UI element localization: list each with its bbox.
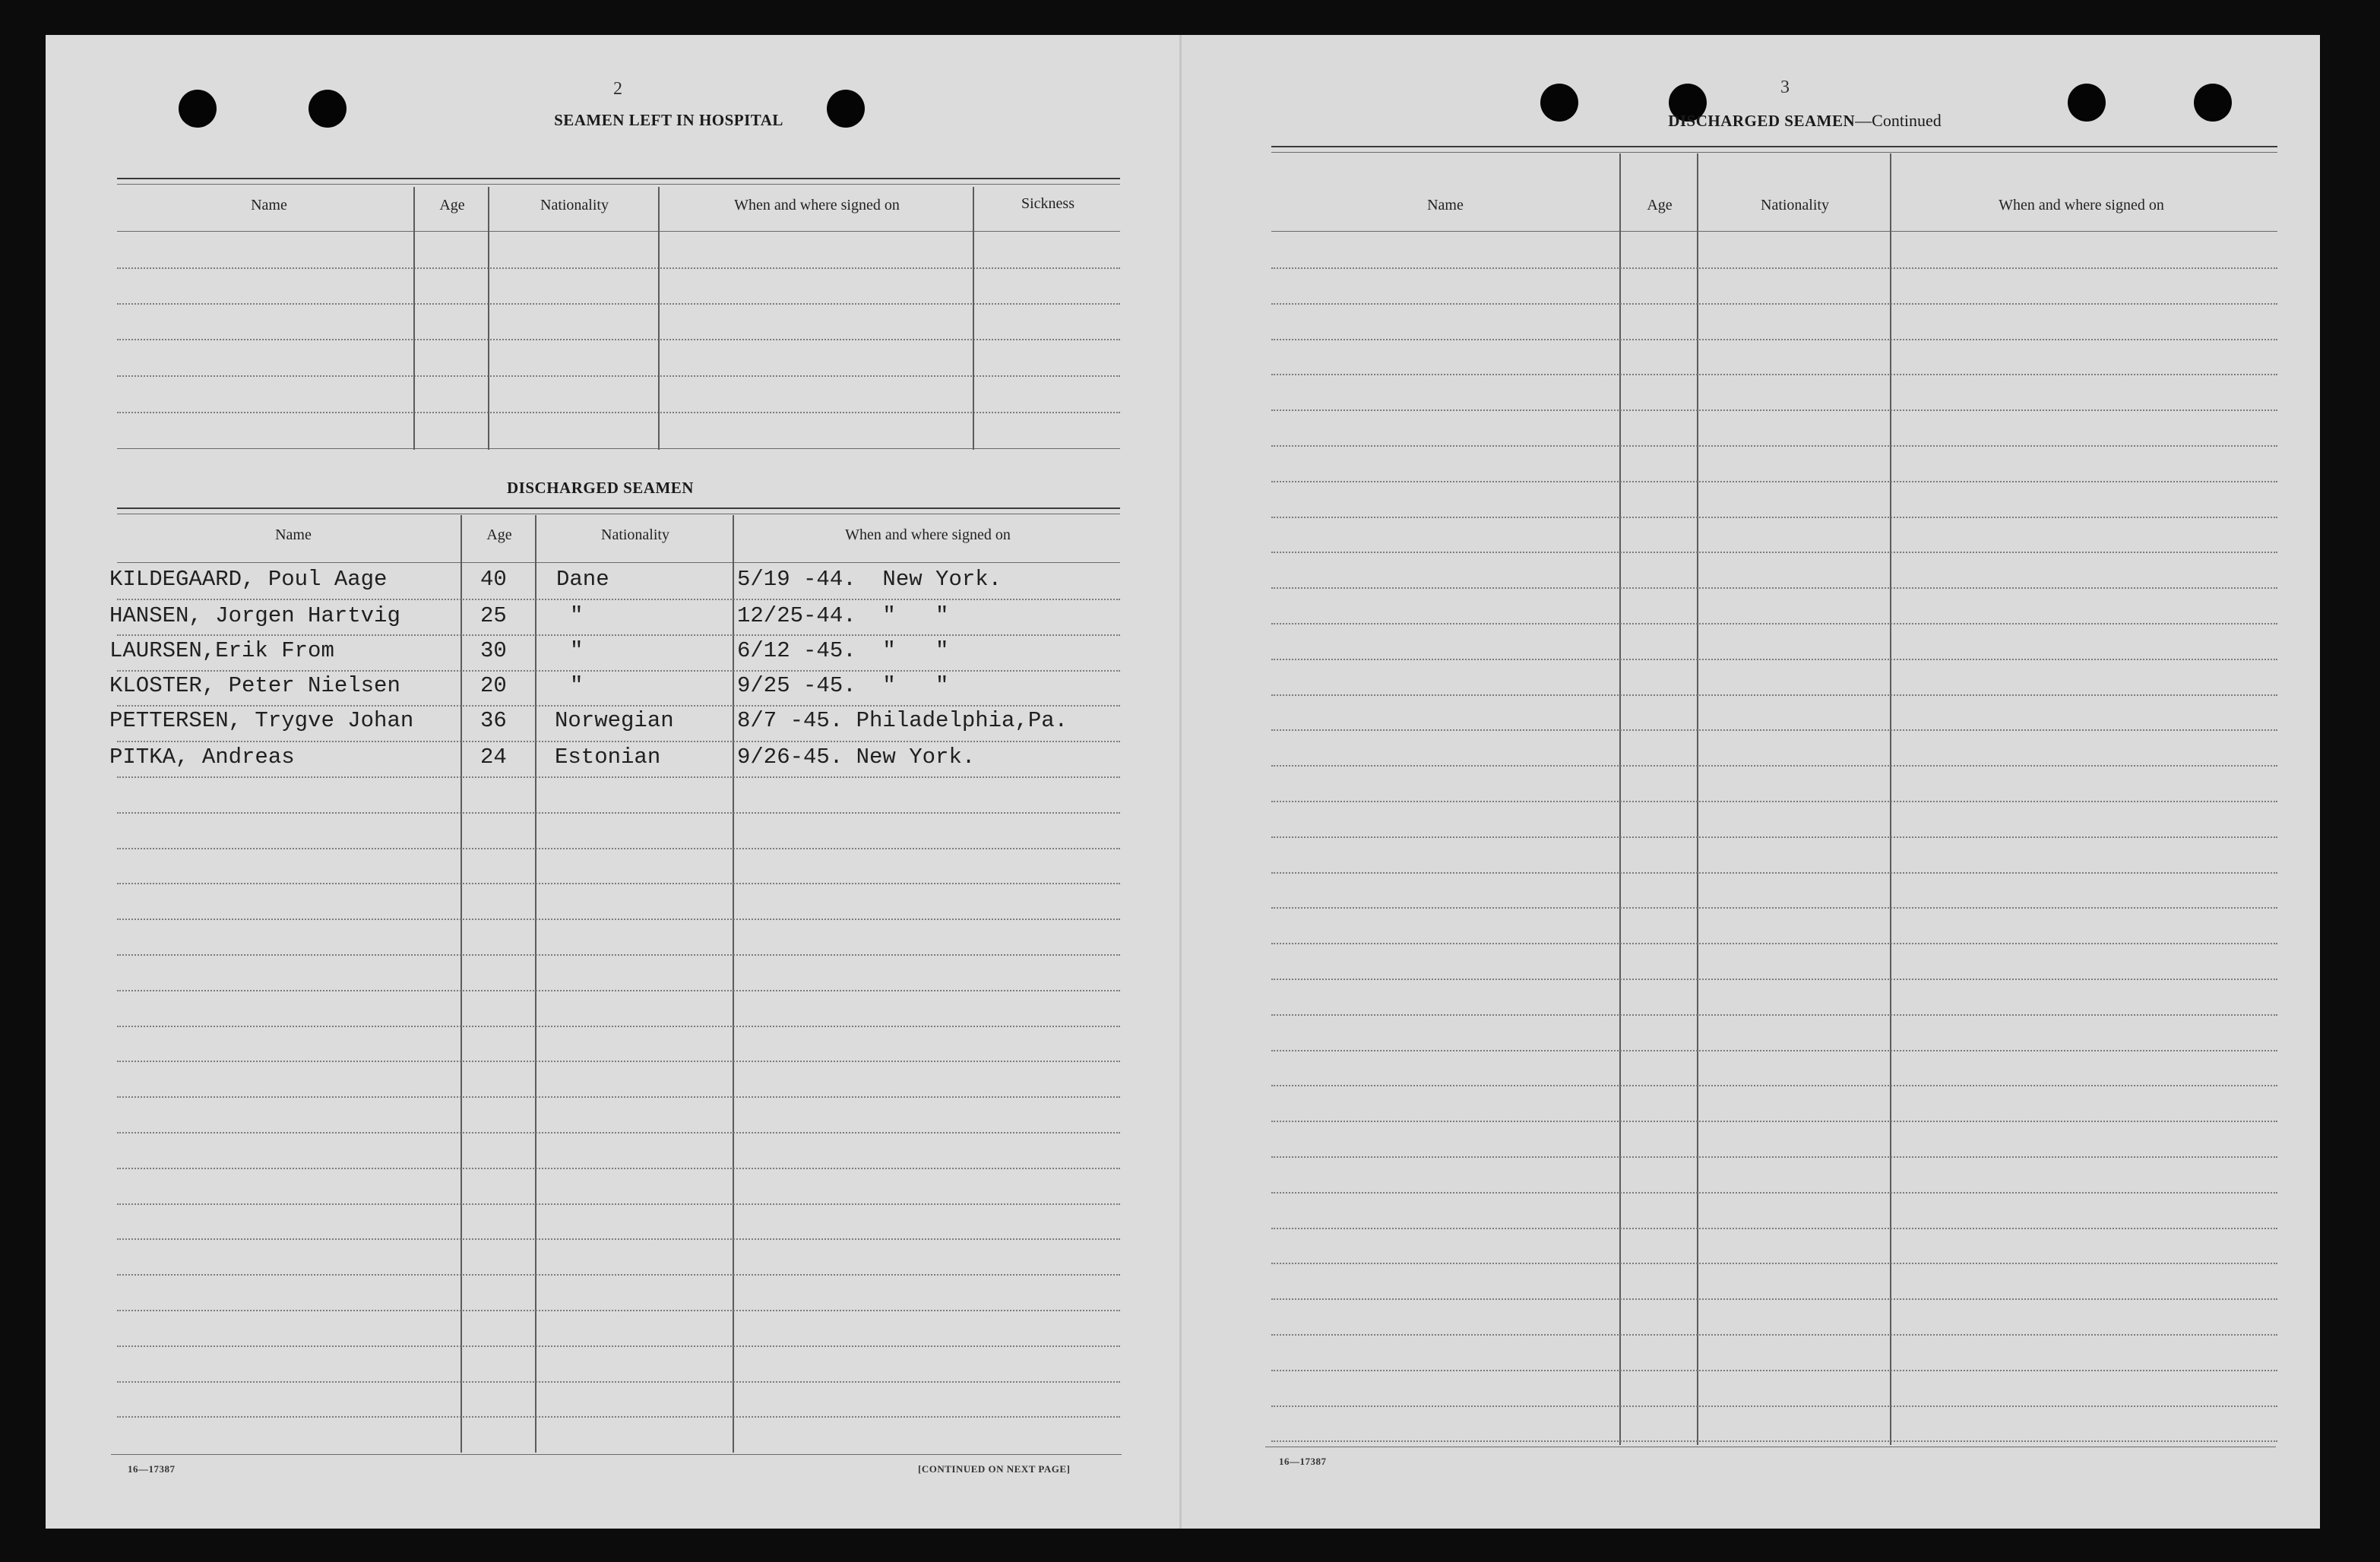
continued-col-name: Name: [1427, 197, 1464, 213]
page-number: 3: [1780, 77, 1790, 97]
seaman-signed-on: 9/25 -45. " ": [737, 673, 949, 698]
seaman-name: PETTERSEN, Trygve Johan: [109, 708, 414, 733]
seaman-name: LAURSEN,Erik From: [109, 638, 334, 663]
discharged-col-nationality: Nationality: [601, 526, 669, 543]
ruled-line: [117, 599, 1120, 600]
ruled-line: [1271, 1334, 2277, 1336]
seaman-age: 36: [480, 708, 507, 733]
seaman-age: 30: [480, 638, 507, 663]
ruled-line: [1271, 1263, 2277, 1264]
document-sheet: [46, 35, 2318, 1529]
ruled-line: [1271, 1370, 2277, 1371]
ruled-line: [117, 1168, 1120, 1169]
hospital-col-sickness: Sickness: [1021, 195, 1074, 212]
seaman-signed-on: 6/12 -45. " ": [737, 638, 949, 663]
ruled-line: [1271, 1440, 2277, 1442]
ruled-line: [1271, 1050, 2277, 1051]
continued-col-age: Age: [1647, 197, 1673, 213]
seaman-nationality: Norwegian: [555, 708, 674, 733]
ruled-line: [117, 990, 1120, 991]
ruled-line: [117, 1416, 1120, 1418]
seaman-nationality: Dane: [556, 567, 609, 592]
ruled-line: [117, 670, 1120, 672]
discharged-section-title: DISCHARGED SEAMEN: [507, 479, 694, 497]
ruled-line: [117, 1026, 1120, 1027]
seaman-name: PITKA, Andreas: [109, 745, 295, 770]
ruled-line: [1271, 267, 2277, 269]
seaman-signed-on: 12/25-44. " ": [737, 603, 949, 628]
ruled-line: [1271, 374, 2277, 375]
ruled-line: [117, 1345, 1120, 1347]
ruled-line: [1271, 943, 2277, 944]
seaman-age: 40: [480, 567, 507, 592]
seaman-nationality: ": [570, 673, 584, 698]
ruled-line: [1271, 836, 2277, 838]
ruled-line: [117, 634, 1120, 636]
ruled-line: [1271, 303, 2277, 305]
seaman-age: 20: [480, 673, 507, 698]
seaman-signed-on: 8/7 -45. Philadelphia,Pa.: [737, 708, 1068, 733]
ruled-line: [117, 1096, 1120, 1098]
punch-hole: [2194, 84, 2232, 122]
punch-hole: [309, 90, 347, 128]
right-page: [1179, 35, 2320, 1529]
ruled-line: [1271, 1192, 2277, 1194]
seaman-nationality: ": [570, 638, 584, 663]
ruled-line: [1271, 339, 2277, 340]
ruled-line: [1271, 729, 2277, 731]
ruled-line: [1271, 872, 2277, 874]
continued-col-nationality: Nationality: [1761, 197, 1829, 213]
seaman-signed-on: 9/26-45. New York.: [737, 745, 976, 770]
discharged-continued-title: DISCHARGED SEAMEN—Continued: [1668, 111, 1942, 130]
ruled-line: [117, 741, 1120, 742]
punch-hole: [1540, 84, 1578, 122]
punch-hole: [179, 90, 217, 128]
ruled-line: [117, 1310, 1120, 1311]
seaman-nationality: ": [570, 603, 584, 628]
ruled-line: [1271, 694, 2277, 696]
ruled-line: [1271, 587, 2277, 589]
ruled-line: [117, 954, 1120, 956]
form-number: 16—17387: [1279, 1456, 1327, 1467]
ruled-line: [117, 848, 1120, 849]
ruled-line: [117, 883, 1120, 884]
left-page: [46, 35, 1179, 1529]
ruled-line: [1271, 765, 2277, 767]
ruled-line: [1271, 659, 2277, 660]
discharged-col-name: Name: [275, 526, 312, 543]
seaman-nationality: Estonian: [555, 745, 661, 770]
ruled-line: [117, 1203, 1120, 1205]
ruled-line: [1271, 481, 2277, 482]
ruled-line: [1271, 1085, 2277, 1086]
ruled-line: [117, 812, 1120, 814]
ruled-line: [1271, 1121, 2277, 1122]
seaman-name: KILDEGAARD, Poul Aage: [109, 567, 388, 592]
seaman-name: HANSEN, Jorgen Hartvig: [109, 603, 400, 628]
ruled-line: [1271, 445, 2277, 447]
discharged-col-signed-on: When and where signed on: [845, 526, 1011, 543]
ruled-line: [1271, 623, 2277, 624]
punch-hole: [2068, 84, 2106, 122]
ruled-line: [1271, 517, 2277, 518]
ruled-line: [117, 1238, 1120, 1240]
seaman-age: 24: [480, 745, 507, 770]
form-number: 16—17387: [128, 1463, 176, 1475]
hospital-section-title: SEAMEN LEFT IN HOSPITAL: [554, 111, 783, 129]
ruled-line: [1271, 1405, 2277, 1407]
ruled-line: [1271, 801, 2277, 802]
seaman-signed-on: 5/19 -44. New York.: [737, 567, 1002, 592]
ruled-line: [117, 776, 1120, 778]
hospital-col-signed-on: When and where signed on: [734, 197, 900, 213]
ruled-line: [1271, 409, 2277, 411]
discharged-col-age: Age: [486, 526, 512, 543]
ruled-line: [117, 1061, 1120, 1062]
ruled-line: [117, 705, 1120, 707]
ruled-line: [1271, 907, 2277, 909]
ruled-line: [117, 1274, 1120, 1276]
ruled-line: [1271, 552, 2277, 553]
ruled-line: [117, 919, 1120, 920]
seaman-age: 25: [480, 603, 507, 628]
continued-note: [CONTINUED ON NEXT PAGE]: [918, 1463, 1071, 1475]
ruled-line: [1271, 1156, 2277, 1158]
hospital-col-nationality: Nationality: [540, 197, 609, 213]
seaman-name: KLOSTER, Peter Nielsen: [109, 673, 400, 698]
ruled-line: [1271, 1298, 2277, 1300]
ruled-line: [117, 1132, 1120, 1134]
continued-col-signed-on: When and where signed on: [1999, 197, 2164, 213]
page-number: 2: [613, 79, 622, 99]
hospital-col-name: Name: [251, 197, 287, 213]
ruled-line: [1271, 1228, 2277, 1229]
hospital-col-age: Age: [439, 197, 465, 213]
ruled-line: [117, 1381, 1120, 1383]
ruled-line: [1271, 1014, 2277, 1016]
ruled-line: [1271, 979, 2277, 980]
